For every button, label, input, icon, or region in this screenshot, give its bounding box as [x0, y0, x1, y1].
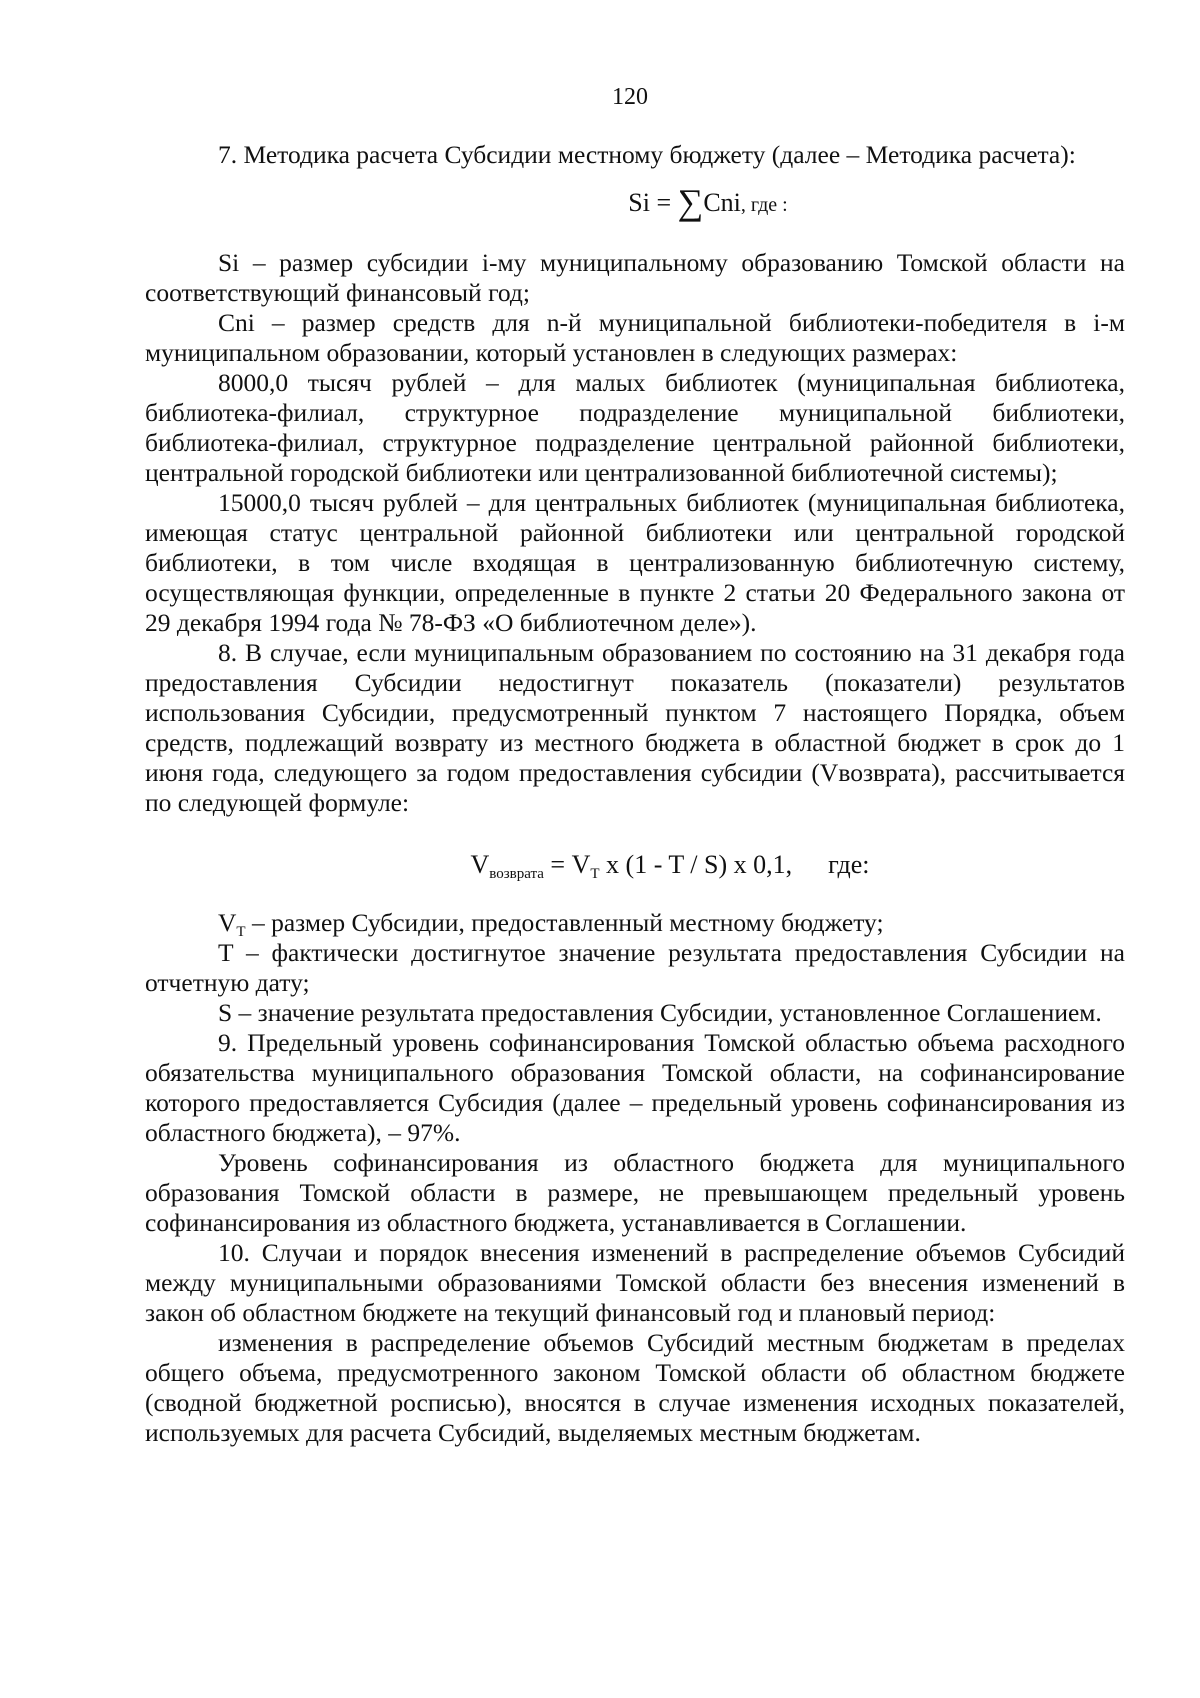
paragraph-cofinancing-level: Уровень софинансирования из областного бюджета для муниципального образования Томской области в размере, не превышающем предельный уровень софинансирования из областного бюджета, устанавливается в Соглашении. [145, 1148, 1125, 1237]
formula-t-subscript: T [590, 866, 600, 882]
formula-term: Cni [703, 188, 741, 217]
page-number: 120 [612, 84, 648, 110]
paragraph-7: 7. Методика расчета Субсидии местному бюджету (далее – Методика расчета): [218, 140, 1076, 169]
vt-symbol: V [218, 908, 237, 937]
paragraph-small-libraries: 8000,0 тысяч рублей – для малых библиотек (муниципальная библиотека, библиотека-филиал, структурное подразделение муниципальной библиотеки, библиотека-филиал, структурное подразделение центральной районной библиотеки, центральной городской библиотеки или централизованной библиотечной системы); [145, 368, 1125, 487]
paragraph-10: 10. Случаи и порядок внесения изменений в распределение объемов Субсидий между муниципальными образованиями Томской области без внесения изменений в закон об областном бюджете на текущий финансовый год и плановый период: [145, 1238, 1125, 1327]
formula-where: где: [828, 850, 870, 879]
formula-return [145, 850, 1125, 880]
paragraph-si-definition: Si – размер субсидии i-му муниципальному образованию Томской области на соответствующий финансовый год; [145, 248, 1125, 307]
formula-v-subscript: возврата [489, 866, 544, 882]
formula-equals: = V [543, 850, 591, 879]
paragraph-central-libraries: 15000,0 тысяч рублей – для центральных библиотек (муниципальная библиотека, имеющая статус центральной районной библиотеки или центральной городской библиотеки, в том числе входящая в централизованную библиотечную систему, осуществляющая функции, определенные в пункте 2 статьи 20 Федерального закона от 29 декабря 1994 года № 78-ФЗ «О библиотечном деле»). [145, 488, 1125, 637]
vt-subscript: T [236, 924, 246, 940]
paragraph-8: 8. В случае, если муниципальным образованием по состоянию на 31 декабря года предоставления Субсидии недостигнут показатель (показатели) результатов использования Субсидии, предусмотренный пунктом 7 настоящего Порядка, объем средств, подлежащий возврату из местного бюджета в областной бюджет в срок до 1 июня года, следующего за годом предоставления субсидии (Vвозврата), рассчитывается по следующей формуле: [145, 638, 1125, 817]
paragraph-9: 9. Предельный уровень софинансирования Томской областью объема расходного обязательства муниципального образования Томской области, на софинансирование которого предоставляется Субсидия (далее – предельный уровень софинансирования из областного бюджета), – 97%. [145, 1028, 1125, 1147]
paragraph-cni-definition: Cni – размер средств для n-й муниципальной библиотеки-победителя в i-м муниципальном образовании, который установлен в следующих размерах: [145, 308, 1125, 367]
vt-text: – размер Субсидии, предоставленный местному бюджету; [245, 908, 884, 937]
formula-lhs: Si = [628, 188, 678, 217]
paragraph-vt-definition [145, 908, 1125, 938]
formula-v: V [470, 850, 490, 879]
formula-rest: x (1 - T / S) x 0,1, [599, 850, 793, 879]
paragraph-t-definition: T – фактически достигнутое значение результата предоставления Субсидии на отчетную дату; [145, 938, 1125, 997]
document-body [145, 140, 1125, 1448]
sum-symbol: ∑ [677, 182, 704, 222]
formula-subsidy [145, 182, 1125, 222]
formula-where: , где : [740, 194, 788, 216]
paragraph-changes: изменения в распределение объемов Субсидий местным бюджетам в пределах общего объема, предусмотренного законом Томской области об областном бюджете (сводной бюджетной росписью), вносятся в случае изменения исходных показателей, используемых для расчета Субсидий, выделяемых местным бюджетам. [145, 1328, 1125, 1447]
paragraph-s-definition: S – значение результата предоставления Субсидии, установленное Соглашением. [218, 998, 1102, 1027]
